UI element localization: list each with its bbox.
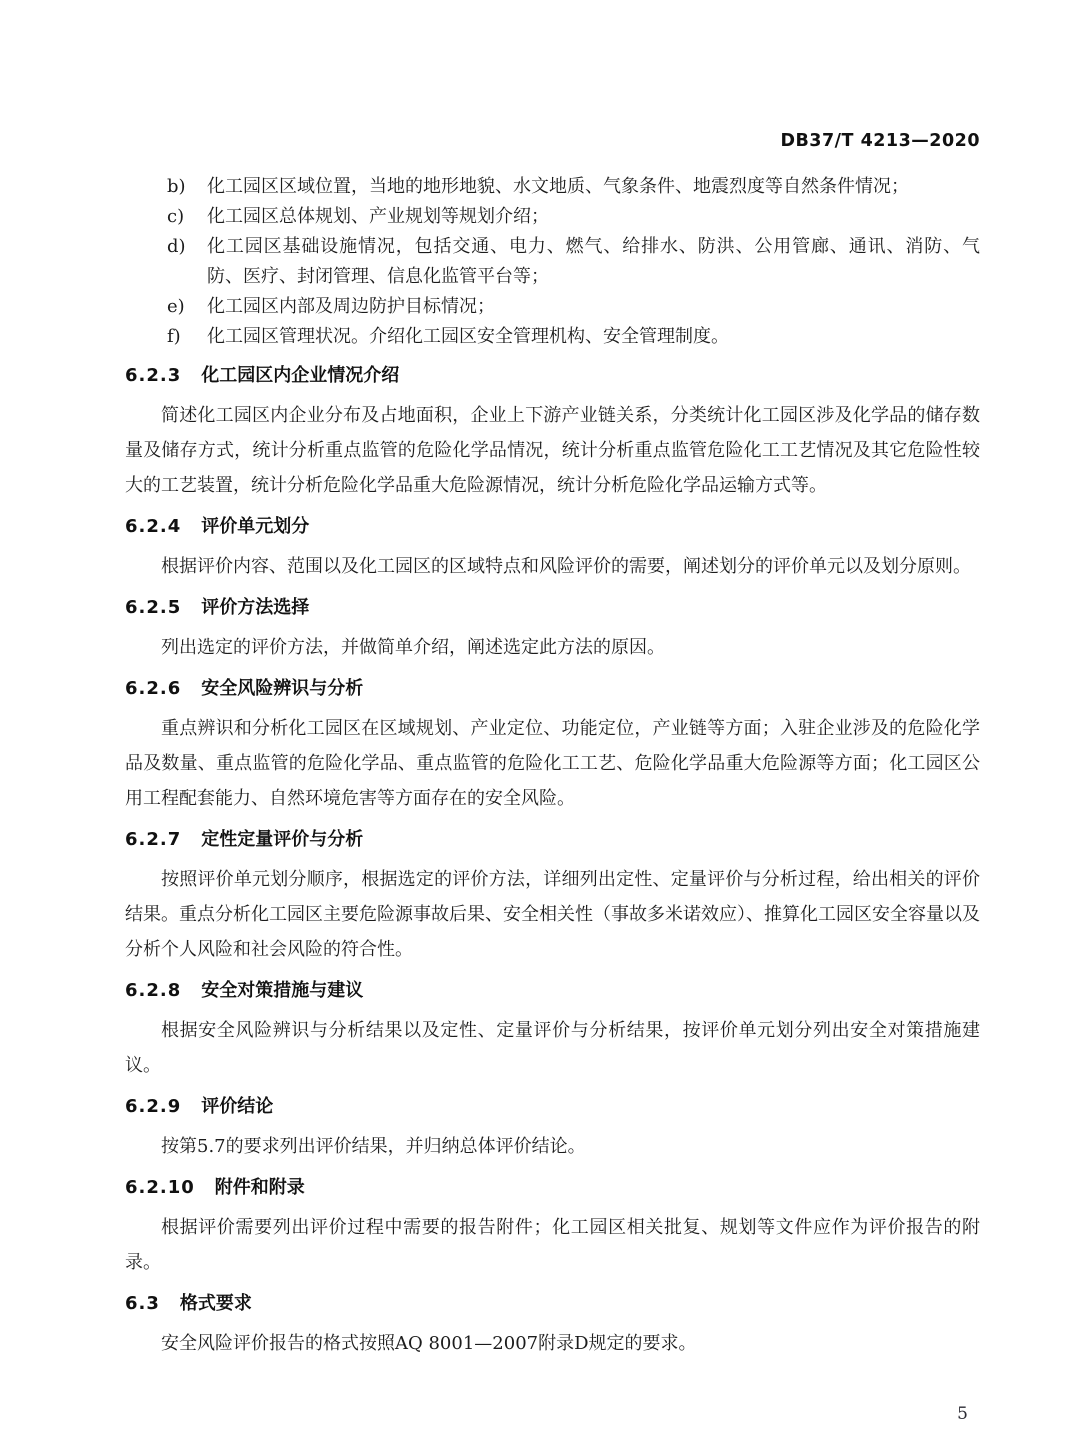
section-number: 6.2.10 <box>125 1177 195 1198</box>
list-item-text: 化工园区基础设施情况，包括交通、电力、燃气、给排水、防洪、公用管廊、通讯、消防、气防、医疗、封闭管理、信息化监管平台等； <box>207 236 980 287</box>
list-item-label: c) <box>167 206 185 227</box>
section-heading <box>125 827 980 852</box>
section-6-2-6 <box>125 676 980 816</box>
list-item-label: d) <box>167 236 186 257</box>
section-paragraph: 根据安全风险辨识与分析结果以及定性、定量评价与分析结果，按评价单元划分列出安全对策措施建议。 <box>125 1020 980 1076</box>
section-number: 6.2.9 <box>125 1096 182 1117</box>
section-title: 评价单元划分 <box>201 516 310 537</box>
list-item-label: e) <box>167 296 185 317</box>
section-heading <box>125 595 980 620</box>
section-number: 6.2.4 <box>125 516 182 537</box>
section-6-2-5 <box>125 595 980 665</box>
section-heading <box>125 363 980 388</box>
standard-number: DB37/T 4213—2020 <box>780 131 980 151</box>
list-item-label: b) <box>167 176 186 197</box>
section-title: 评价结论 <box>201 1096 274 1117</box>
list-item-b <box>167 172 980 202</box>
section-title: 附件和附录 <box>214 1177 305 1198</box>
clause-list <box>125 172 980 352</box>
section-paragraph: 根据评价内容、范围以及化工园区的区域特点和风险评价的需要，阐述划分的评价单元以及划分原则。 <box>161 556 971 577</box>
list-item-text: 化工园区区域位置，当地的地形地貌、水文地质、气象条件、地震烈度等自然条件情况； <box>207 176 909 197</box>
section-6-2-3 <box>125 363 980 503</box>
section-paragraph: 列出选定的评价方法，并做简单介绍，阐述选定此方法的原因。 <box>161 637 665 658</box>
list-item-text: 化工园区内部及周边防护目标情况； <box>207 296 495 317</box>
section-number: 6.2.7 <box>125 829 182 850</box>
section-number: 6.2.5 <box>125 597 182 618</box>
section-6-2-10 <box>125 1175 980 1280</box>
section-heading <box>125 514 980 539</box>
section-6-2-4 <box>125 514 980 584</box>
list-item-d <box>167 232 980 292</box>
section-number: 6.2.3 <box>125 365 182 386</box>
section-6-2-7 <box>125 827 980 967</box>
page-footer <box>957 1404 968 1424</box>
section-paragraph: 按照评价单元划分顺序，根据选定的评价方法，详细列出定性、定量评价与分析过程，给出相关的评价结果。重点分析化工园区主要危险源事故后果、安全相关性（事故多米诺效应）、推算化工园区安全容量以及分析个人风险和社会风险的符合性。 <box>125 869 980 960</box>
section-heading <box>125 978 980 1003</box>
section-heading <box>125 1094 980 1119</box>
section-number: 6.3 <box>125 1293 160 1314</box>
list-item-label: f) <box>167 326 181 347</box>
section-number: 6.2.6 <box>125 678 182 699</box>
list-item-e <box>167 292 980 322</box>
list-item-text: 化工园区管理状况。介绍化工园区安全管理机构、安全管理制度。 <box>207 326 729 347</box>
section-title: 化工园区内企业情况介绍 <box>201 365 400 386</box>
section-title: 安全风险辨识与分析 <box>201 678 364 699</box>
list-item-c <box>167 202 980 232</box>
page-number: 5 <box>957 1404 968 1424</box>
section-paragraph: 简述化工园区内企业分布及占地面积，企业上下游产业链关系，分类统计化工园区涉及化学品的储存数量及储存方式，统计分析重点监管的危险化学品情况，统计分析重点监管危险化工工艺情况及其它危险性较大的工艺装置，统计分析危险化学品重大危险源情况，统计分析危险化学品运输方式等。 <box>125 405 980 496</box>
section-6-3 <box>125 1291 980 1361</box>
section-title: 格式要求 <box>179 1293 252 1314</box>
list-item-f <box>167 322 980 352</box>
section-number: 6.2.8 <box>125 980 182 1001</box>
section-heading <box>125 676 980 701</box>
page-header <box>125 130 980 152</box>
section-6-2-8 <box>125 978 980 1083</box>
section-paragraph: 重点辨识和分析化工园区在区域规划、产业定位、功能定位，产业链等方面；入驻企业涉及的危险化学品及数量、重点监管的危险化学品、重点监管的危险化工工艺、危险化学品重大危险源等方面；化工园区公用工程配套能力、自然环境危害等方面存在的安全风险。 <box>125 718 980 809</box>
section-title: 定性定量评价与分析 <box>201 829 364 850</box>
section-heading <box>125 1175 980 1200</box>
section-paragraph: 按第5.7的要求列出评价结果，并归纳总体评价结论。 <box>161 1136 586 1157</box>
section-title: 安全对策措施与建议 <box>201 980 364 1001</box>
section-title: 评价方法选择 <box>201 597 310 618</box>
section-heading <box>125 1291 980 1316</box>
section-paragraph: 安全风险评价报告的格式按照AQ 8001—2007附录D规定的要求。 <box>161 1333 697 1354</box>
list-item-text: 化工园区总体规划、产业规划等规划介绍； <box>207 206 549 227</box>
section-paragraph: 根据评价需要列出评价过程中需要的报告附件；化工园区相关批复、规划等文件应作为评价报告的附录。 <box>125 1217 980 1273</box>
section-6-2-9 <box>125 1094 980 1164</box>
